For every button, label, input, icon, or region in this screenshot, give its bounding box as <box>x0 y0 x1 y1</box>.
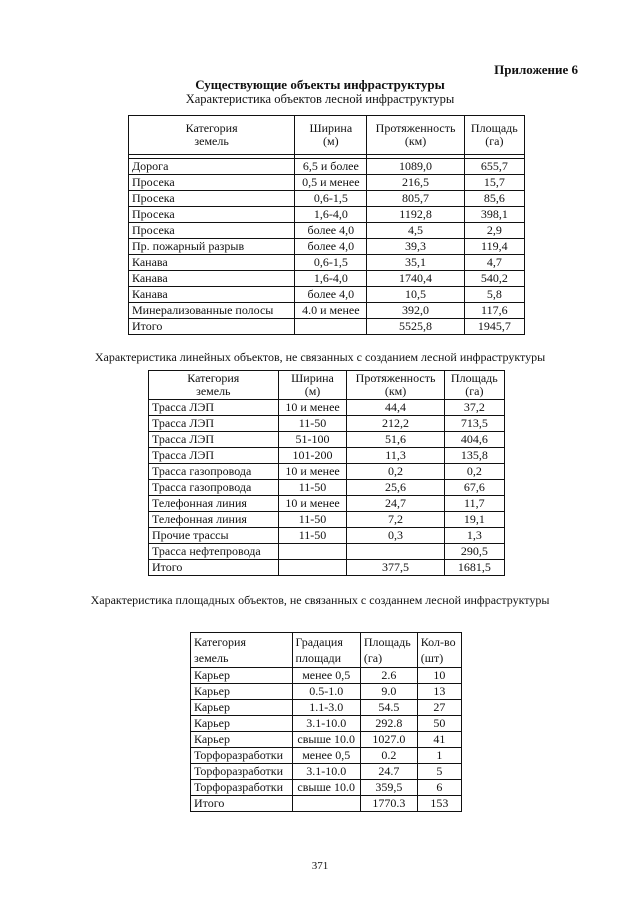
column-header: Площадь (га) <box>360 633 417 668</box>
table-cell: 655,7 <box>464 159 524 175</box>
table-cell: 540,2 <box>464 271 524 287</box>
table-cell: 1770.3 <box>360 796 417 812</box>
table-cell: 216,5 <box>367 175 464 191</box>
column-header: Протяженность (км) <box>347 371 444 400</box>
table-cell: 11,7 <box>444 496 504 512</box>
table-cell: 119,4 <box>464 239 524 255</box>
table-cell: Трасса ЛЭП <box>149 416 279 432</box>
table-cell: 0,5 и менее <box>295 175 367 191</box>
table-cell: Торфоразработки <box>191 764 293 780</box>
table3-caption: Характеристика площадных объектов, не связанных с созданнем лесной инфраструктуры <box>90 593 550 607</box>
table-cell: Просека <box>129 191 295 207</box>
table-row <box>129 287 525 303</box>
table-cell: Канава <box>129 255 295 271</box>
table-cell: Телефонная линия <box>149 496 279 512</box>
table-cell: 19,1 <box>444 512 504 528</box>
table-cell: 6 <box>417 780 461 796</box>
table-cell: Трасса ЛЭП <box>149 448 279 464</box>
table-cell: Трасса ЛЭП <box>149 400 279 416</box>
table-cell: Пр. пожарный разрыв <box>129 239 295 255</box>
table-cell: 39,3 <box>367 239 464 255</box>
appendix-label: Приложение 6 <box>494 62 578 77</box>
table-cell: 24,7 <box>347 496 444 512</box>
table-cell: Карьер <box>191 732 293 748</box>
table-row <box>191 748 462 764</box>
header-row <box>149 371 505 400</box>
table-cell: 11-50 <box>278 528 347 544</box>
table-cell: более 4,0 <box>295 287 367 303</box>
table-cell: 290,5 <box>444 544 504 560</box>
table-row <box>149 400 505 416</box>
table-cell: 101-200 <box>278 448 347 464</box>
table-cell: более 4,0 <box>295 239 367 255</box>
table-cell: 713,5 <box>444 416 504 432</box>
table-cell: 67,6 <box>444 480 504 496</box>
table-row <box>129 175 525 191</box>
table-cell: 1681,5 <box>444 560 504 576</box>
table-cell: Торфоразработки <box>191 780 293 796</box>
table-row <box>191 780 462 796</box>
table-cell: Трасса газопровода <box>149 480 279 496</box>
table-cell: 0.5-1.0 <box>292 684 360 700</box>
table-cell: 9.0 <box>360 684 417 700</box>
table-row <box>191 732 462 748</box>
table-row <box>129 223 525 239</box>
table-cell: 10 и менее <box>278 496 347 512</box>
table-row <box>191 700 462 716</box>
table-cell: 153 <box>417 796 461 812</box>
table-cell: 11-50 <box>278 416 347 432</box>
table-cell: 1,3 <box>444 528 504 544</box>
table-cell: 212,2 <box>347 416 444 432</box>
table-row <box>149 416 505 432</box>
table-cell: 15,7 <box>464 175 524 191</box>
table2-caption: Характеристика линейных объектов, не связанных с созданием лесной инфраструктуры <box>94 350 546 364</box>
table-cell: 0,6-1,5 <box>295 191 367 207</box>
table-cell: 1192,8 <box>367 207 464 223</box>
table-cell: 13 <box>417 684 461 700</box>
table-cell: 37,2 <box>444 400 504 416</box>
table-cell: 4,5 <box>367 223 464 239</box>
table-cell: 377,5 <box>347 560 444 576</box>
table-cell: 10 <box>417 668 461 684</box>
table-cell: 0,2 <box>444 464 504 480</box>
column-header: Категория земель <box>149 371 279 400</box>
table-row <box>129 271 525 287</box>
table-cell: 51-100 <box>278 432 347 448</box>
column-header: Площадь (га) <box>464 116 524 155</box>
table-cell: 35,1 <box>367 255 464 271</box>
area-objects-table <box>190 632 462 812</box>
table-cell: 11-50 <box>278 480 347 496</box>
table-cell: 359,5 <box>360 780 417 796</box>
table-row <box>191 716 462 732</box>
table-cell: 5525,8 <box>367 319 464 335</box>
table-row <box>149 512 505 528</box>
table-row <box>149 560 505 576</box>
table-cell: менее 0,5 <box>292 668 360 684</box>
table-row <box>129 303 525 319</box>
table-cell <box>295 319 367 335</box>
table-cell: 54.5 <box>360 700 417 716</box>
table-cell: Канава <box>129 287 295 303</box>
table-cell: 44,4 <box>347 400 444 416</box>
table-cell: 3.1-10.0 <box>292 764 360 780</box>
document-title: Существующие объекты инфраструктуры <box>195 77 445 92</box>
table-cell: 10 и менее <box>278 464 347 480</box>
table-row <box>191 764 462 780</box>
table-cell: 4.0 и менее <box>295 303 367 319</box>
table-cell: 292.8 <box>360 716 417 732</box>
column-header: Ширина (м) <box>278 371 347 400</box>
table-cell: Минерализованные полосы <box>129 303 295 319</box>
table-cell: Просека <box>129 223 295 239</box>
table-row <box>191 796 462 812</box>
table-row <box>191 668 462 684</box>
table-cell: 11-50 <box>278 512 347 528</box>
table-cell: Трасса нефтепровода <box>149 544 279 560</box>
table-cell: 2.6 <box>360 668 417 684</box>
table-row <box>129 207 525 223</box>
table-row <box>129 319 525 335</box>
table-cell: Карьер <box>191 716 293 732</box>
table-cell: Карьер <box>191 700 293 716</box>
table-cell: 404,6 <box>444 432 504 448</box>
table-cell: Торфоразработки <box>191 748 293 764</box>
header-row <box>191 633 462 668</box>
column-header: Ширина (м) <box>295 116 367 155</box>
table-row <box>129 239 525 255</box>
table-cell: 10,5 <box>367 287 464 303</box>
table-cell: 1740,4 <box>367 271 464 287</box>
table-cell: 0,3 <box>347 528 444 544</box>
table-cell: Итого <box>149 560 279 576</box>
table-cell: Просека <box>129 207 295 223</box>
table-cell: 0,6-1,5 <box>295 255 367 271</box>
table-cell: 1.1-3.0 <box>292 700 360 716</box>
table-row <box>129 255 525 271</box>
table-cell: 85,6 <box>464 191 524 207</box>
table-cell: 805,7 <box>367 191 464 207</box>
table-cell: 51,6 <box>347 432 444 448</box>
table-cell: Просека <box>129 175 295 191</box>
table-cell: 2,9 <box>464 223 524 239</box>
column-header: Площадь (га) <box>444 371 504 400</box>
table-cell <box>278 560 347 576</box>
column-header: Кол-во (шт) <box>417 633 461 668</box>
table-cell: 5 <box>417 764 461 780</box>
linear-objects-table <box>148 370 505 576</box>
column-header: Категория земель <box>191 633 293 668</box>
table-cell: Канава <box>129 271 295 287</box>
table-cell: 1 <box>417 748 461 764</box>
table-cell: 4,7 <box>464 255 524 271</box>
table-row <box>149 432 505 448</box>
table-cell: 50 <box>417 716 461 732</box>
table-cell: Трасса газопровода <box>149 464 279 480</box>
table-row <box>149 496 505 512</box>
table-cell: 0.2 <box>360 748 417 764</box>
table-cell: более 4,0 <box>295 223 367 239</box>
table-row <box>149 448 505 464</box>
table-row <box>149 544 505 560</box>
table-cell: 1089,0 <box>367 159 464 175</box>
column-header: Градация площади <box>292 633 360 668</box>
column-header: Категория земель <box>129 116 295 155</box>
table-cell: Телефонная линия <box>149 512 279 528</box>
column-header: Протяженность (км) <box>367 116 464 155</box>
table-cell: Карьер <box>191 684 293 700</box>
table-cell: 7,2 <box>347 512 444 528</box>
table-row <box>129 191 525 207</box>
table-cell: 5,8 <box>464 287 524 303</box>
table-cell: 1,6-4,0 <box>295 207 367 223</box>
table-row <box>129 159 525 175</box>
table-cell: 27 <box>417 700 461 716</box>
table-cell: 1945,7 <box>464 319 524 335</box>
table-cell: свыше 10.0 <box>292 780 360 796</box>
header-row <box>129 116 525 155</box>
table-cell <box>292 796 360 812</box>
table-cell: 0,2 <box>347 464 444 480</box>
table-cell: 392,0 <box>367 303 464 319</box>
table-cell: 25,6 <box>347 480 444 496</box>
table-cell: 6,5 и более <box>295 159 367 175</box>
table-cell: свыше 10.0 <box>292 732 360 748</box>
forest-infrastructure-table <box>128 115 525 335</box>
table-cell <box>278 544 347 560</box>
table-cell: Итого <box>129 319 295 335</box>
table1-caption: Характеристика объектов лесной инфраструктуры <box>185 92 455 106</box>
table-cell: Дорога <box>129 159 295 175</box>
table-cell: 117,6 <box>464 303 524 319</box>
table-cell <box>347 544 444 560</box>
table-cell: 24.7 <box>360 764 417 780</box>
table-cell: 3.1-10.0 <box>292 716 360 732</box>
table-cell: 135,8 <box>444 448 504 464</box>
table-cell: 11,3 <box>347 448 444 464</box>
table-row <box>149 464 505 480</box>
table-cell: 10 и менее <box>278 400 347 416</box>
table-cell: Трасса ЛЭП <box>149 432 279 448</box>
table-cell: Итого <box>191 796 293 812</box>
table-row <box>191 684 462 700</box>
page-number: 371 <box>311 860 329 872</box>
table-cell: менее 0,5 <box>292 748 360 764</box>
table-cell: 398,1 <box>464 207 524 223</box>
table-row <box>149 480 505 496</box>
table-cell: 41 <box>417 732 461 748</box>
table-cell: 1,6-4,0 <box>295 271 367 287</box>
table-cell: Прочие трассы <box>149 528 279 544</box>
table-cell: Карьер <box>191 668 293 684</box>
table-row <box>149 528 505 544</box>
table-cell: 1027.0 <box>360 732 417 748</box>
